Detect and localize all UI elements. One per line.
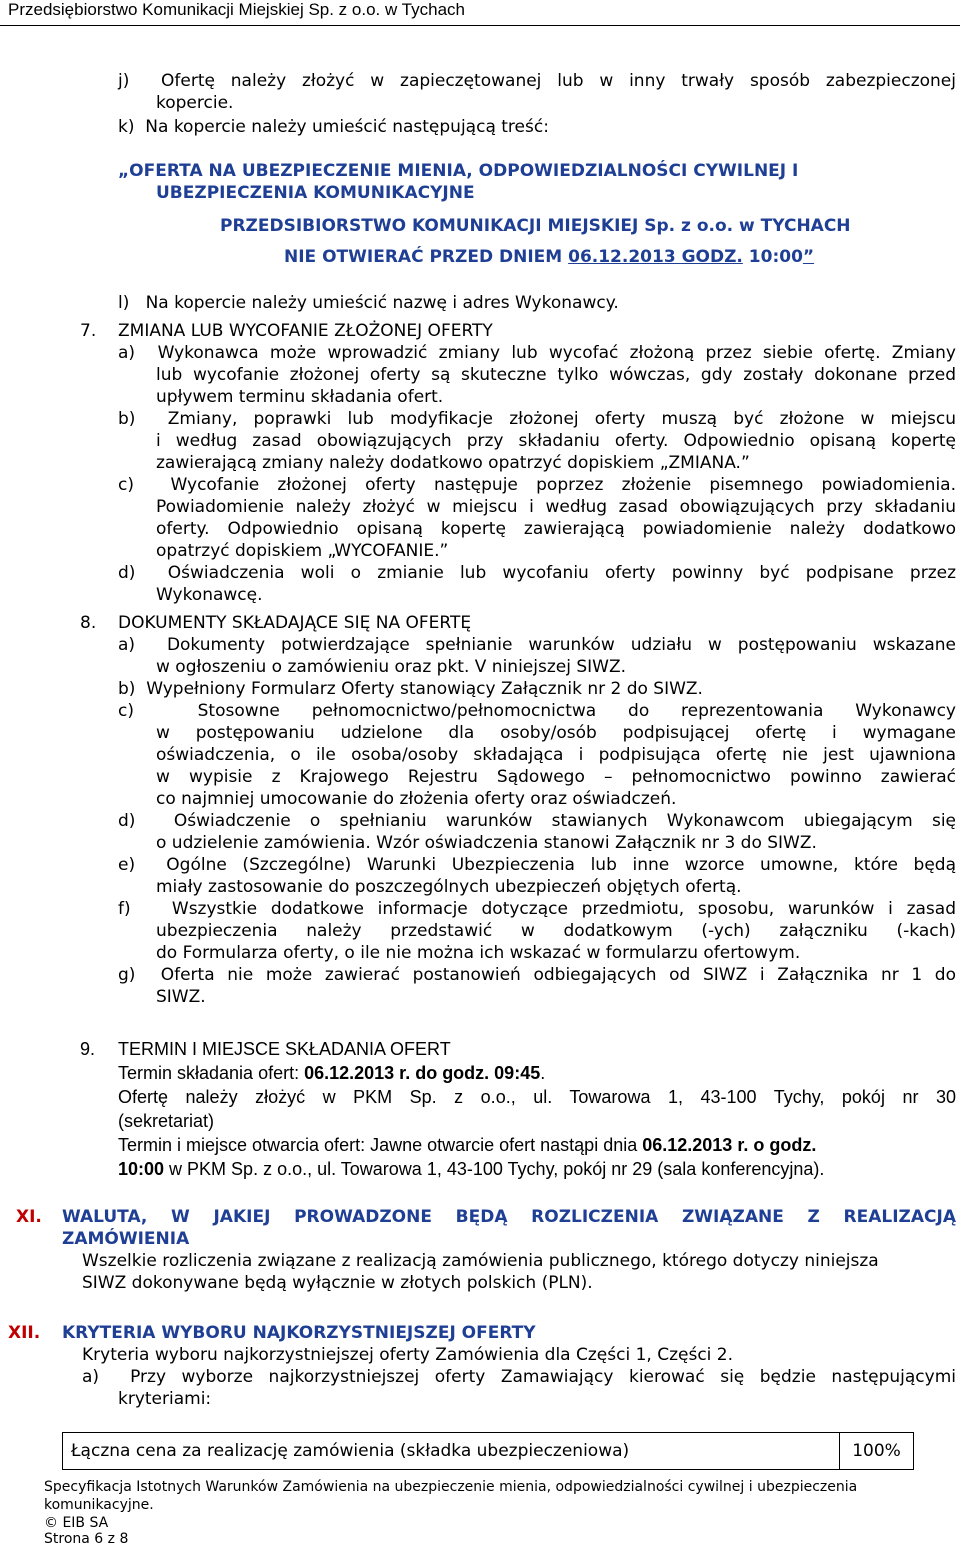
section9-opening	[118, 1134, 956, 1156]
sectionXI-number: XI.	[16, 1207, 42, 1227]
section7-a-line3: upływem terminu składania ofert.	[156, 387, 444, 407]
section7-d-line2: Wykonawcę.	[156, 585, 263, 605]
section7-number: 7.	[80, 321, 97, 341]
sectionXII-number: XII.	[8, 1323, 41, 1343]
section8-c-line3: oświadczenia, o ile osoba/osoby składająca i podpisująca ofertę nie jest ujawniona	[156, 745, 956, 765]
opening-date: 06.12.2013 r. o godz.	[642, 1135, 817, 1155]
sectionXI-title-line1: WALUTA, W JAKIEJ PROWADZONE BĘDĄ ROZLICZENIA ZWIĄZANE Z REALIZACJĄ	[62, 1207, 956, 1227]
envelope-line2: UBEZPIECZENIA KOMUNIKACYJNE	[156, 183, 475, 203]
envelope-line3: PRZEDSIBIORSTWO KOMUNIKACJI MIEJSKIEJ Sp. z o.o. w TYCHACH	[220, 216, 851, 236]
section7-c-line2: Powiadomienie należy złożyć w miejscu i według zasad obowiązujących przy składaniu	[156, 497, 956, 517]
opening-label: Termin i miejsce otwarcia ofert: Jawne otwarcie ofert nastąpi dnia	[118, 1135, 643, 1155]
section7-d-line1: d) Oświadczenia woli o zmianie lub wycofaniu oferty powinny być podpisane przez	[118, 563, 956, 583]
footer-line1: Specyfikacja Istotnych Warunków Zamówienia na ubezpieczenie mienia, odpowiedzialności cywilnej i ubezpieczenia	[44, 1479, 858, 1495]
deadline-value: 06.12.2013 r. do godz. 09:45	[304, 1063, 541, 1083]
table-row	[63, 1433, 914, 1470]
section8-d-line2: o udzielenie zamówienia. Wzór oświadczenia stanowi Załącznik nr 3 do SIWZ.	[156, 833, 817, 853]
item-j-line1: j) Ofertę należy złożyć w zapieczętowanej lub w inny trwały sposób zabezpieczonej	[118, 71, 956, 91]
envelope-quote: ”	[802, 247, 815, 267]
sectionXI-body-line1: Wszelkie rozliczenia związane z realizacją zamówienia publicznego, którego dotyczy niniejsza	[82, 1251, 879, 1271]
section9-opening-place	[118, 1158, 824, 1180]
section8-b-line1: b) Wypełniony Formularz Oferty stanowiący Załącznik nr 2 do SIWZ.	[118, 679, 703, 699]
section9-deadline	[118, 1062, 545, 1084]
criteria-table	[62, 1432, 914, 1470]
weight-cell: 100%	[840, 1433, 914, 1470]
section7-c-line4: opatrzyć dopiskiem „WYCOFANIE.”	[156, 541, 449, 561]
section7-a-line1: a) Wykonawca może wprowadzić zmiany lub wycofać złożoną przez siebie ofertę. Zmiany	[118, 343, 956, 363]
section7-c-line3: oferty. Odpowiednio opisaną kopertę zawierającą powiadomienie należy dodatkowo	[156, 519, 956, 539]
section7-title: ZMIANA LUB WYCOFANIE ZŁOŻONEJ OFERTY	[118, 321, 493, 341]
section7-b-line3: zawierającą zmiany należy dodatkowo opatrzyć dopiskiem „ZMIANA.”	[156, 453, 750, 473]
footer-page-number: Strona 6 z 8	[44, 1531, 129, 1547]
page-header	[0, 0, 960, 24]
sectionXII-title: KRYTERIA WYBORU NAJKORZYSTNIEJSZEJ OFERTY	[62, 1323, 536, 1343]
item-k: k) Na kopercie należy umieścić następującą treść:	[118, 117, 549, 137]
section9-place: Ofertę należy złożyć w PKM Sp. z o.o., ul. Towarowa 1, 43-100 Tychy, pokój nr 30	[118, 1087, 956, 1107]
envelope-time: 10:00	[742, 247, 803, 267]
section9-place-room: (sekretariat)	[118, 1111, 215, 1131]
section9-title: TERMIN I MIEJSCE SKŁADANIA OFERT	[118, 1039, 451, 1059]
footer-line2: komunikacyjne.	[44, 1497, 154, 1513]
section7-b-line1: b) Zmiany, poprawki lub modyfikacje złożonej oferty muszą być złożone w miejscu	[118, 409, 956, 429]
sectionXII-body: Kryteria wyboru najkorzystniejszej oferty Zamówienia dla Części 1, Części 2.	[82, 1345, 734, 1365]
section8-c-line2: w postępowaniu udzielone dla osoby/osób podpisującej ofertę i wymagane	[156, 723, 956, 743]
section7-c-line1: c) Wycofanie złożonej oferty następuje poprzez złożenie pisemnego powiadomienia.	[118, 475, 956, 495]
section8-e-line1: e) Ogólne (Szczególne) Warunki Ubezpieczenia lub inne wzorce umowne, które będą	[118, 855, 956, 875]
section8-f-line3: do Formularza oferty, o ile nie można ich wskazać w formularzu ofertowym.	[156, 943, 801, 963]
sectionXI-body-line2: SIWZ dokonywane będą wyłącznie w złotych polskich (PLN).	[82, 1273, 593, 1293]
section8-title: DOKUMENTY SKŁADAJĄCE SIĘ NA OFERTĘ	[118, 613, 472, 633]
sectionXII-a-line1: a) Przy wyborze najkorzystniejszej oferty Zamawiający kierować się będzie następującymi	[82, 1367, 956, 1387]
envelope-line4	[284, 246, 814, 268]
header-rule	[0, 25, 960, 26]
section8-g-line2: SIWZ.	[156, 987, 206, 1007]
deadline-label: Termin składania ofert:	[118, 1063, 305, 1083]
item-j-line2: kopercie.	[156, 93, 234, 113]
section8-f-line2: ubezpieczenia należy przedstawić w dodatkowym (-ych) załączniku (-kach)	[156, 921, 956, 941]
section8-number: 8.	[80, 613, 97, 633]
section7-a-line2: lub wycofanie złożonej oferty są skuteczne tylko wówczas, gdy zostały dokonane przed	[156, 365, 956, 385]
opening-time: 10:00	[118, 1159, 165, 1179]
item-l: l) Na kopercie należy umieścić nazwę i adres Wykonawcy.	[118, 293, 619, 313]
section9-number: 9.	[80, 1039, 96, 1059]
section8-a-line1: a) Dokumenty potwierdzające spełnianie warunków udziału w postępowaniu wskazane	[118, 635, 956, 655]
header-text: Przedsiębiorstwo Komunikacji Miejskiej Sp. z o.o. w Tychach	[8, 0, 465, 19]
sectionXII-a-line2: kryteriami:	[118, 1389, 212, 1409]
envelope-date: 06.12.2013 GODZ.	[568, 247, 743, 267]
envelope-line1: „OFERTA NA UBEZPIECZENIE MIENIA, ODPOWIEDZIALNOŚCI CYWILNEJ I	[118, 161, 799, 181]
section8-c-line5: co najmniej umocowanie do złożenia oferty oraz oświadczeń.	[156, 789, 677, 809]
section8-a-line2: w ogłoszeniu o zamówieniu oraz pkt. V niniejszej SIWZ.	[156, 657, 626, 677]
sectionXI-title-line2: ZAMÓWIENIA	[62, 1229, 190, 1249]
section8-c-line1: c) Stosowne pełnomocnictwo/pełnomocnictwa do reprezentowania Wykonawcy	[118, 701, 956, 721]
envelope-notopen: NIE OTWIERAĆ PRZED DNIEM	[284, 247, 569, 267]
section8-f-line1: f) Wszystkie dodatkowe informacje dotyczące przedmiotu, sposobu, warunków i zasad	[118, 899, 956, 919]
section8-g-line1: g) Oferta nie może zawierać postanowień odbiegających od SIWZ i Załącznika nr 1 do	[118, 965, 956, 985]
section8-c-line4: w wypisie z Krajowego Rejestru Sądowego – pełnomocnictwo powinno zawierać	[156, 767, 956, 787]
footer-copyright: © EIB SA	[44, 1515, 109, 1531]
opening-place: w PKM Sp. z o.o., ul. Towarowa 1, 43-100 Tychy, pokój nr 29 (sala konferencyjna).	[164, 1159, 825, 1179]
section8-e-line2: miały zastosowanie do poszczególnych ubezpieczeń objętych ofertą.	[156, 877, 742, 897]
section7-b-line2: i według zasad obowiązujących przy składaniu oferty. Odpowiednio opisaną kopertę	[156, 431, 956, 451]
criterion-cell: Łączna cena za realizację zamówienia (składka ubezpieczeniowa)	[63, 1433, 840, 1470]
section8-d-line1: d) Oświadczenie o spełnianiu warunków stawianych Wykonawcom ubiegającym się	[118, 811, 956, 831]
deadline-dot: .	[540, 1063, 546, 1083]
